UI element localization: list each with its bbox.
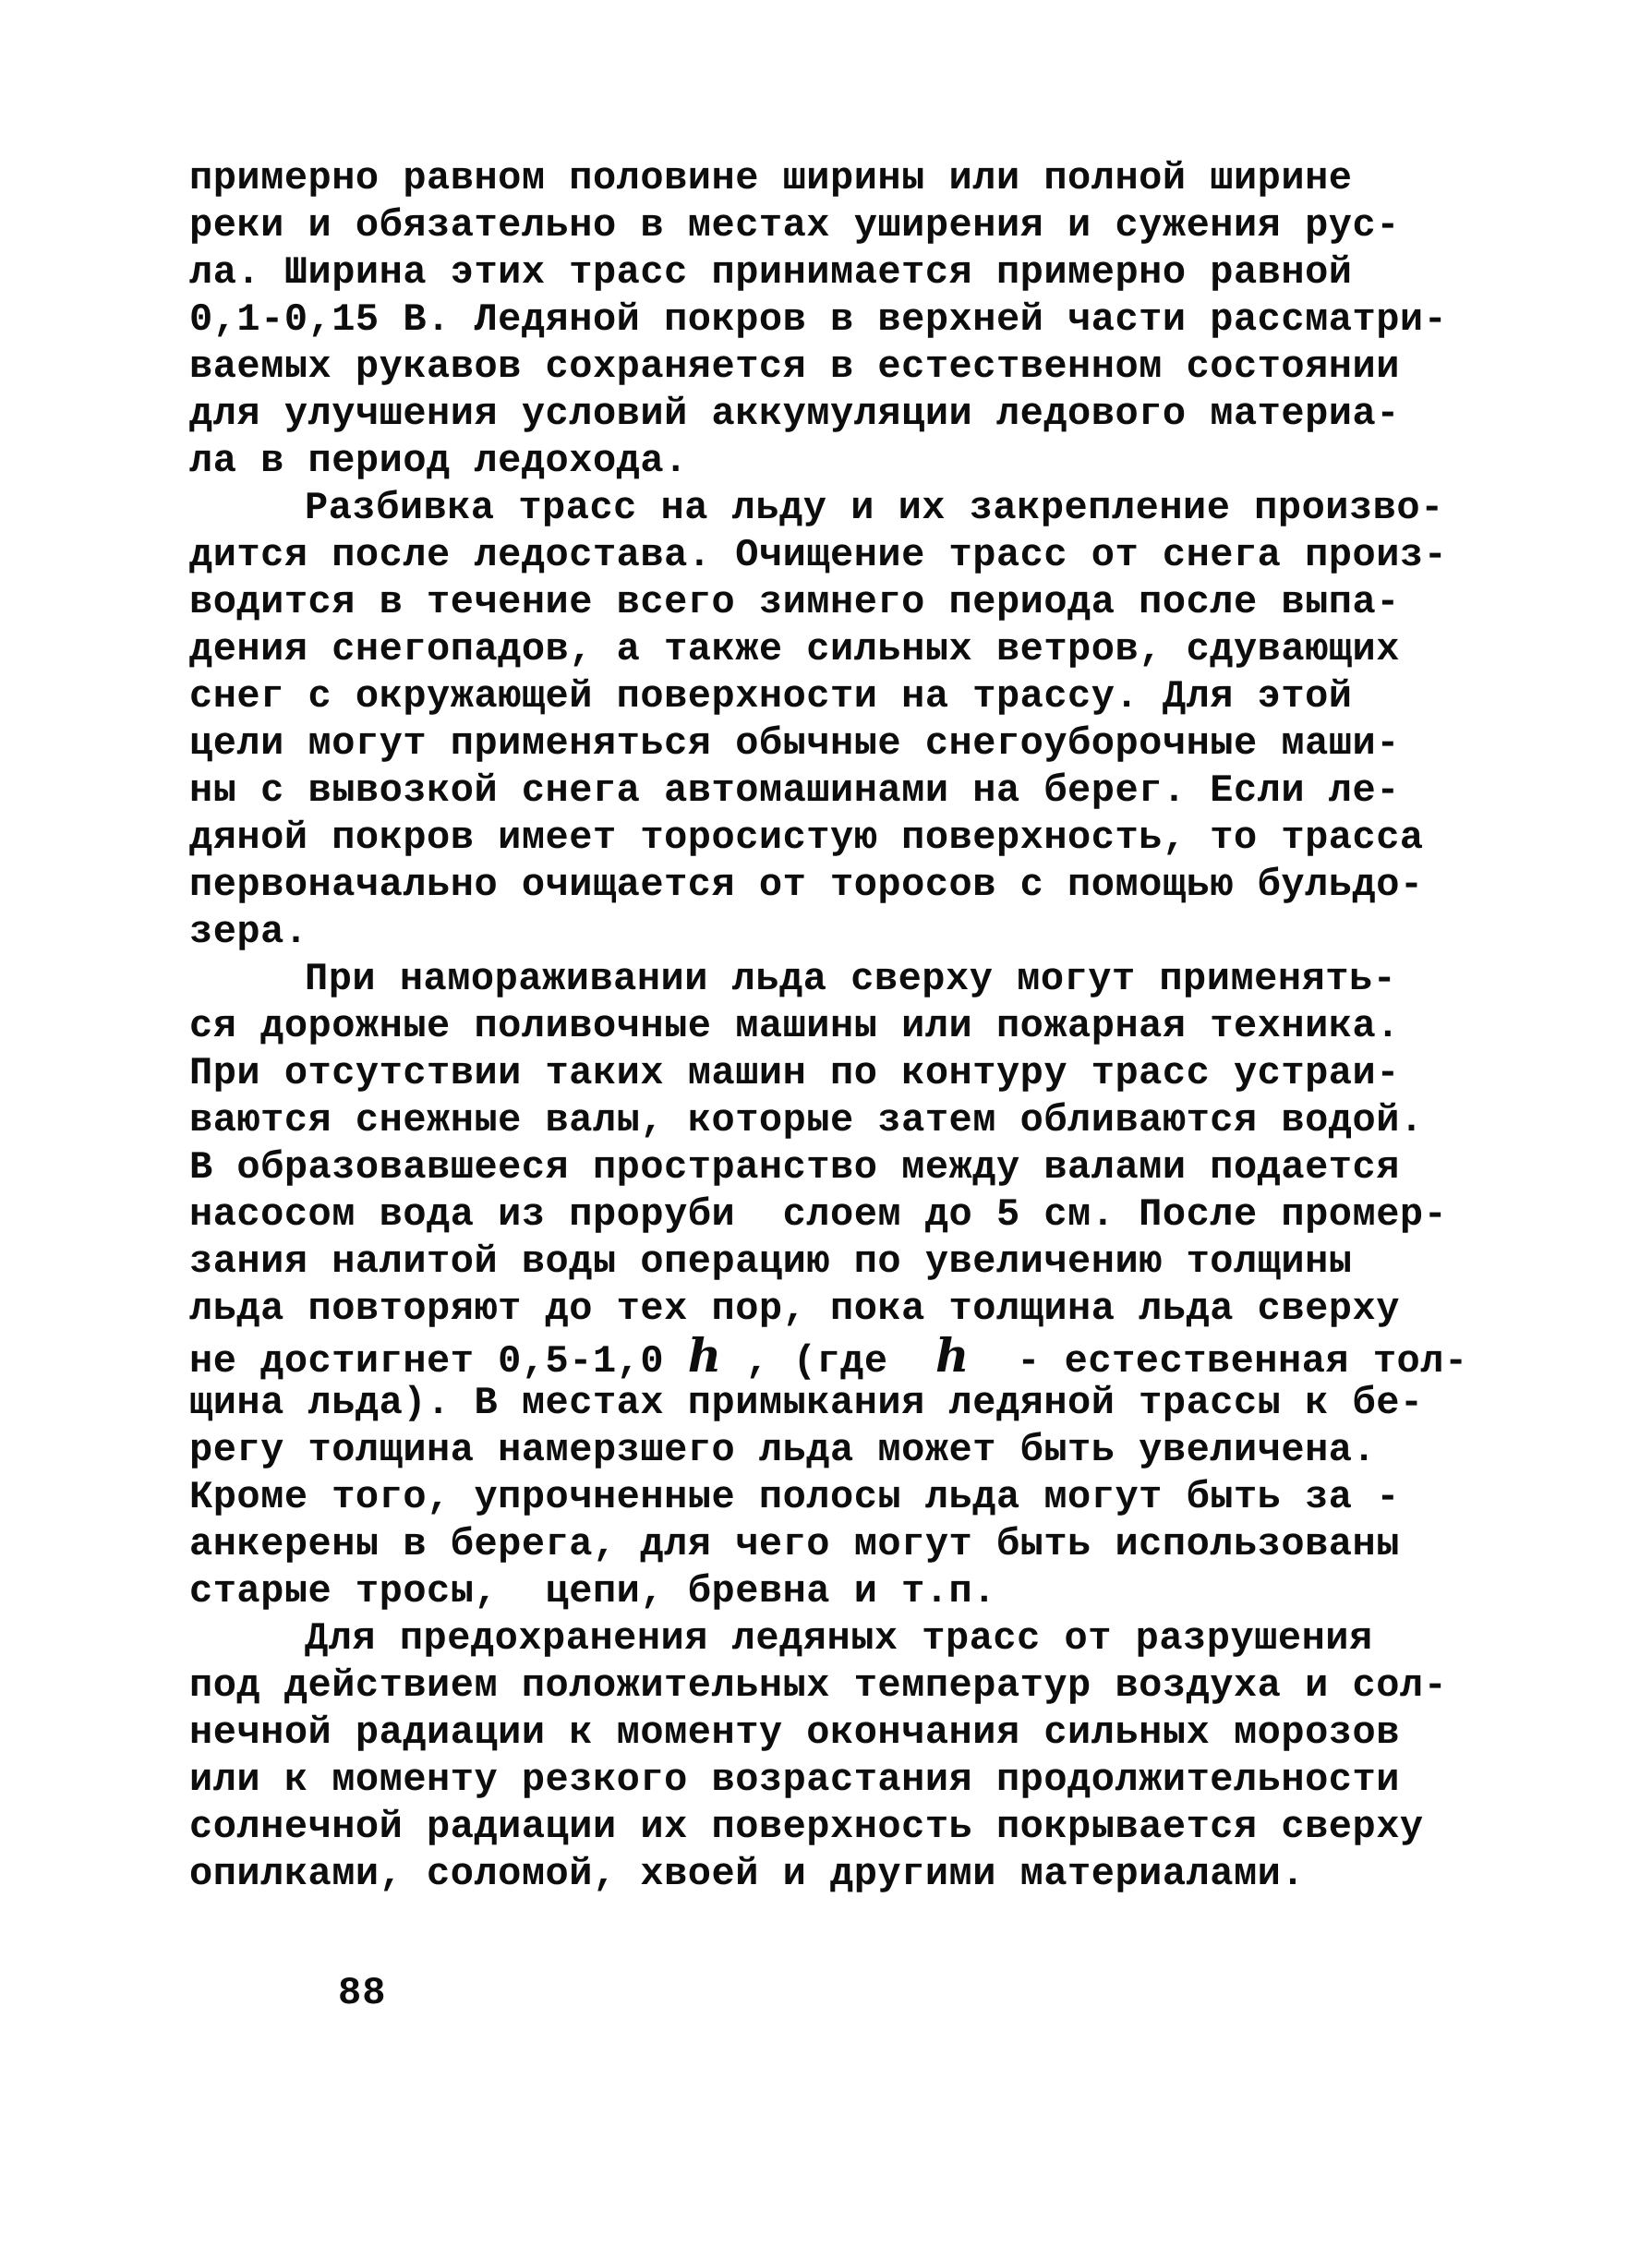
text-line: дения снегопадов, а также сильных ветров, сдувающих: [189, 627, 1400, 671]
text-line: щина льда). В местах примыкания ледяной трассы к бе-: [189, 1381, 1424, 1425]
text-segment: - естественная тол-: [969, 1339, 1468, 1384]
text-line: Кроме того, упрочненные полосы льда могут быть за -: [189, 1475, 1400, 1519]
text-line: дяной покров имеет торосистую поверхность, то трасса: [189, 816, 1424, 860]
text-line: опилками, соломой, хвоей и другими материалами.: [189, 1852, 1306, 1896]
text-line: ны с вывозкой снега автомашинами на берег. Если ле-: [189, 768, 1400, 813]
text-line: [189, 1328, 1556, 1384]
text-line: снег с окружающей поверхности на трассу. Для этой: [189, 674, 1353, 719]
ice-thickness-symbol-h: h: [935, 1328, 970, 1383]
text-line: насосом вода из проруби слоем до 5 см. После промер-: [189, 1192, 1448, 1237]
body-text: [189, 155, 1556, 1898]
text-segment: , (где: [721, 1339, 935, 1384]
text-line: ваемых рукавов сохраняется в естественном состоянии: [189, 344, 1400, 389]
ice-thickness-symbol-h: h: [687, 1328, 722, 1383]
page-number: 88: [338, 1971, 387, 2015]
text-line: старые тросы, цепи, бревна и т.п.: [189, 1569, 996, 1613]
text-line: нечной радиации к моменту окончания сильных морозов: [189, 1710, 1400, 1755]
text-line: При намораживании льда сверху могут применять-: [305, 957, 1397, 1001]
text-line: При отсутствии таких машин по контуру трасс устраи-: [189, 1051, 1400, 1095]
text-line: зера.: [189, 910, 308, 954]
text-line: ла в период ледохода.: [189, 439, 688, 483]
text-line: примерно равном половине ширины или полной ширине: [189, 156, 1353, 200]
paragraph-2: [189, 485, 1556, 956]
text-line: льда повторяют до тех пор, пока толщина льда сверху: [189, 1287, 1400, 1331]
text-line: первоначально очищается от торосов с помощью бульдо-: [189, 863, 1424, 907]
text-line: дится после ледостава. Очищение трасс от снега произ-: [189, 533, 1448, 577]
text-line: анкерены в берега, для чего могут быть использованы: [189, 1522, 1400, 1566]
text-line: В образовавшееся пространство между валами подается: [189, 1145, 1400, 1190]
text-line: цели могут применяться обычные снегоуборочные маши-: [189, 721, 1400, 766]
text-line: солнечной радиации их поверхность покрывается сверху: [189, 1805, 1424, 1849]
text-line: реки и обязательно в местах уширения и сужения рус-: [189, 203, 1400, 248]
text-line: зания налитой воды операцию по увеличению толщины: [189, 1239, 1353, 1284]
text-line: или к моменту резкого возрастания продолжительности: [189, 1758, 1400, 1802]
text-line: для улучшения условий аккумуляции ледового материа-: [189, 392, 1400, 436]
text-line: ваются снежные валы, которые затем обливаются водой.: [189, 1098, 1424, 1142]
text-line: регу толщина намерзшего льда может быть увеличена.: [189, 1428, 1377, 1472]
text-line: Для предохранения ледяных трасс от разрушения: [305, 1616, 1373, 1661]
paragraph-4: [189, 1615, 1556, 1898]
paragraph-1: [189, 155, 1556, 485]
text-line: Разбивка трасс на льду и их закрепление произво-: [305, 486, 1444, 530]
text-line: водится в течение всего зимнего периода после выпа-: [189, 580, 1400, 624]
paragraph-3: [189, 956, 1556, 1615]
text-line: под действием положительных температур воздуха и сол-: [189, 1663, 1448, 1708]
text-segment: не достигнет 0,5-1,0: [189, 1339, 688, 1384]
text-line: ла. Ширина этих трасс принимается примерно равной: [189, 250, 1353, 295]
text-line: 0,1-0,15 В. Ледяной покров в верхней части рассматри-: [189, 297, 1448, 342]
text-line: ся дорожные поливочные машины или пожарная техника.: [189, 1004, 1400, 1048]
